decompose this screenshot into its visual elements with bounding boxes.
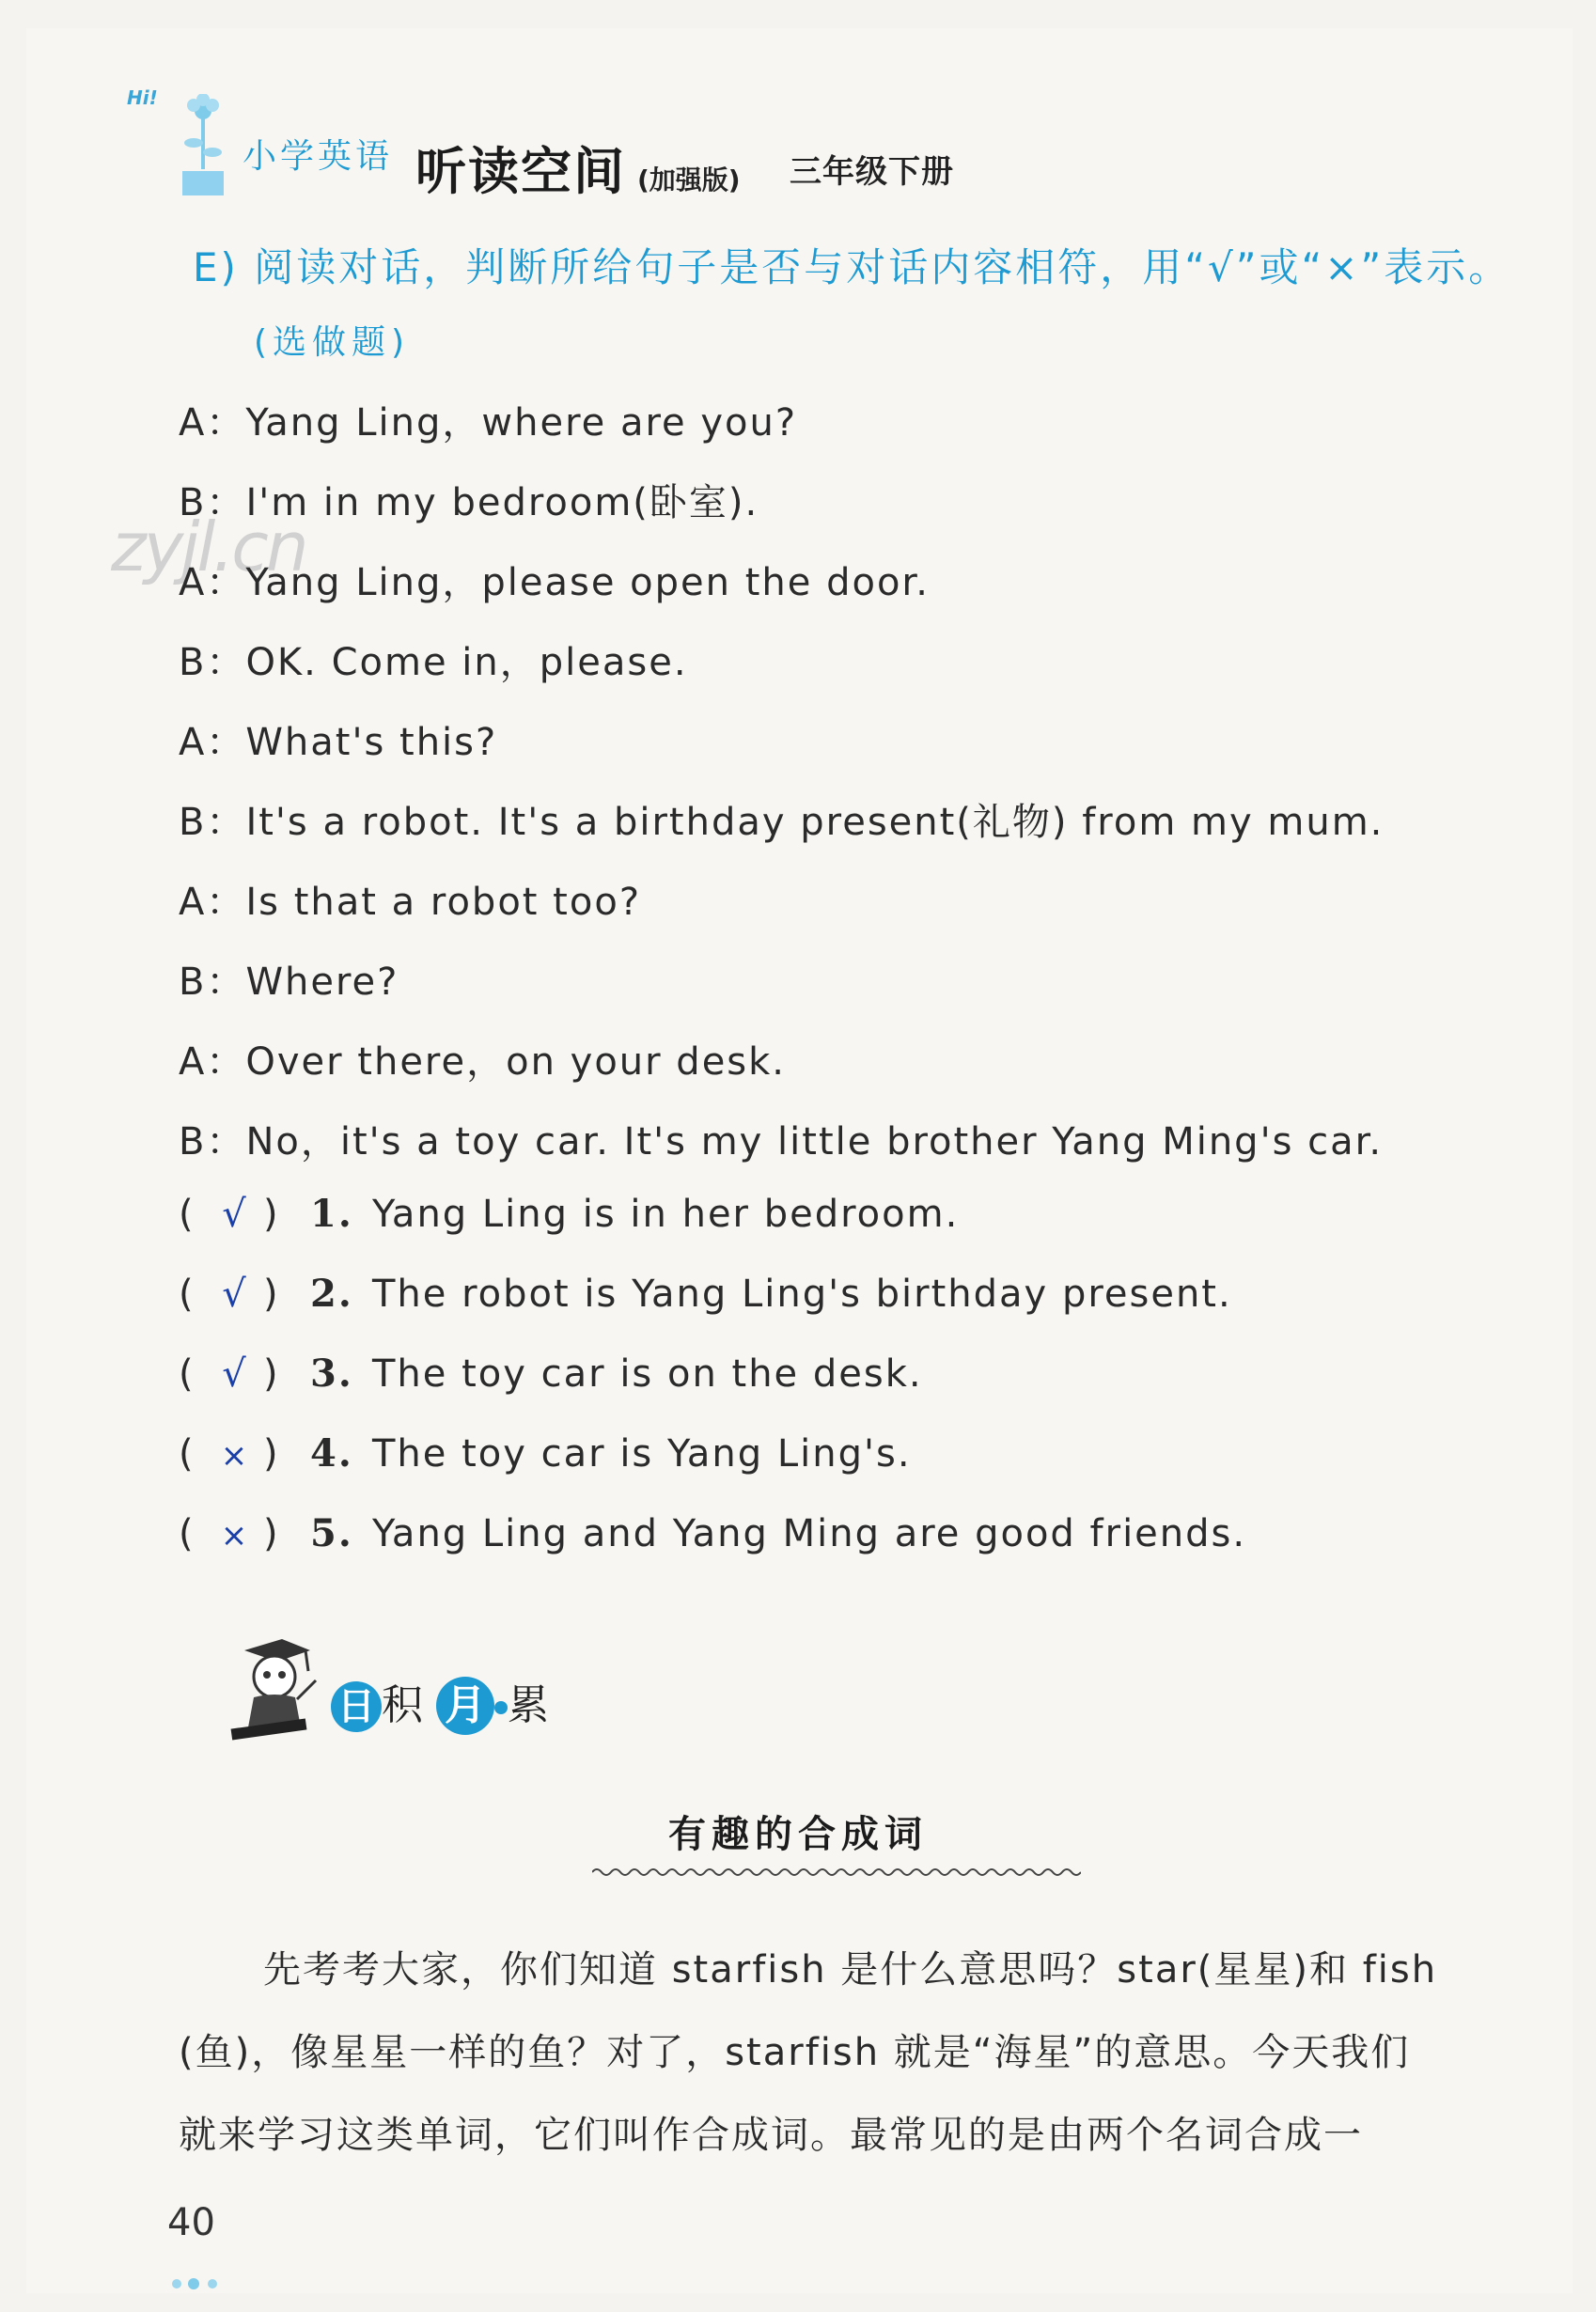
dialogue-line: A：Yang Ling，please open the door. [179, 561, 930, 604]
daily-text-2: 累 [508, 1681, 549, 1729]
article-title: 有趣的合成词 [668, 1813, 928, 1856]
page-number: 40 [167, 2201, 215, 2244]
answer-mark: × [220, 1437, 250, 1475]
answer-mark: √ [222, 1273, 248, 1316]
paren-close: ) [263, 1352, 280, 1396]
item-text: The robot is Yang Ling's birthday present. [372, 1273, 1232, 1316]
paren-close: ) [263, 1512, 280, 1555]
dialogue-line: B：I'm in my bedroom(卧室). [179, 481, 759, 524]
brand-small: 小学英语 [243, 137, 394, 176]
brand-title: 听读空间 [415, 142, 626, 201]
decoration-dots [169, 2274, 244, 2293]
brand-edition: (加强版) [637, 164, 741, 195]
article-line: (鱼)，像星星一样的鱼？对了，starfish 就是“海星”的意思。今天我们 [179, 2031, 1411, 2074]
dialogue-line: A：Over there，on your desk. [179, 1040, 787, 1084]
dot-icon [494, 1701, 508, 1714]
paren-close: ) [263, 1432, 280, 1476]
daily-char-1: 日 [331, 1681, 382, 1732]
section-subtitle: (选做题) [254, 323, 411, 362]
article-line: 先考考大家，你们知道 starfish 是什么意思吗？star(星星)和 fish [263, 1948, 1438, 1992]
answer-mark: √ [222, 1193, 248, 1236]
hi-label: Hi! [127, 86, 158, 109]
dialogue-line: A：What's this? [179, 721, 498, 764]
judgement-item [179, 1511, 1246, 1555]
judgement-item [179, 1351, 923, 1396]
item-text: Yang Ling and Yang Ming are good friends. [372, 1512, 1247, 1555]
judgement-item [179, 1431, 912, 1476]
item-text: The toy car is Yang Ling's. [372, 1432, 912, 1476]
judgement-item [179, 1272, 1232, 1316]
dialogue-line: B：OK. Come in，please. [179, 641, 688, 684]
paren-close: ) [263, 1273, 280, 1316]
item-number: 5. [310, 1511, 353, 1555]
item-number: 1. [310, 1192, 353, 1236]
item-text: The toy car is on the desk. [372, 1352, 923, 1396]
flower-icon [169, 94, 226, 197]
item-text: Yang Ling is in her bedroom. [372, 1193, 960, 1236]
paren-open: ( [179, 1352, 196, 1396]
dialogue-line: B：It's a robot. It's a birthday present(礼物) from my mum. [179, 801, 1385, 844]
daily-accumulation-label [331, 1671, 549, 1735]
wavy-underline [592, 1866, 1081, 1879]
dialogue-line: B：No，it's a toy car. It's my little brother Yang Ming's car. [179, 1120, 1384, 1164]
item-number: 3. [310, 1351, 353, 1396]
paren-open: ( [179, 1193, 196, 1236]
dialogue-line: A：Is that a robot too? [179, 881, 642, 924]
daily-text-1: 积 [382, 1681, 423, 1729]
watermark: zyjl.cn [111, 508, 306, 586]
dialogue-line: A：Yang Ling，where are you? [179, 401, 798, 445]
grade-label: 三年级下册 [790, 153, 954, 191]
answer-mark: √ [222, 1352, 248, 1396]
article-line: 就来学习这类单词，它们叫作合成词。最常见的是由两个名词合成一 [179, 2114, 1363, 2157]
mascot-icon [226, 1633, 320, 1742]
paren-open: ( [179, 1273, 196, 1316]
section-title: E) 阅读对话，判断所给句子是否与对话内容相符，用“√”或“×”表示。 [193, 244, 1511, 290]
dialogue-line: B：Where? [179, 961, 399, 1004]
item-number: 2. [310, 1272, 353, 1316]
daily-char-2: 月 [436, 1677, 494, 1735]
judgement-item [179, 1192, 959, 1236]
paren-open: ( [179, 1512, 196, 1555]
item-number: 4. [310, 1431, 353, 1476]
paren-close: ) [263, 1193, 280, 1236]
paren-open: ( [179, 1432, 196, 1476]
answer-mark: × [220, 1517, 250, 1554]
